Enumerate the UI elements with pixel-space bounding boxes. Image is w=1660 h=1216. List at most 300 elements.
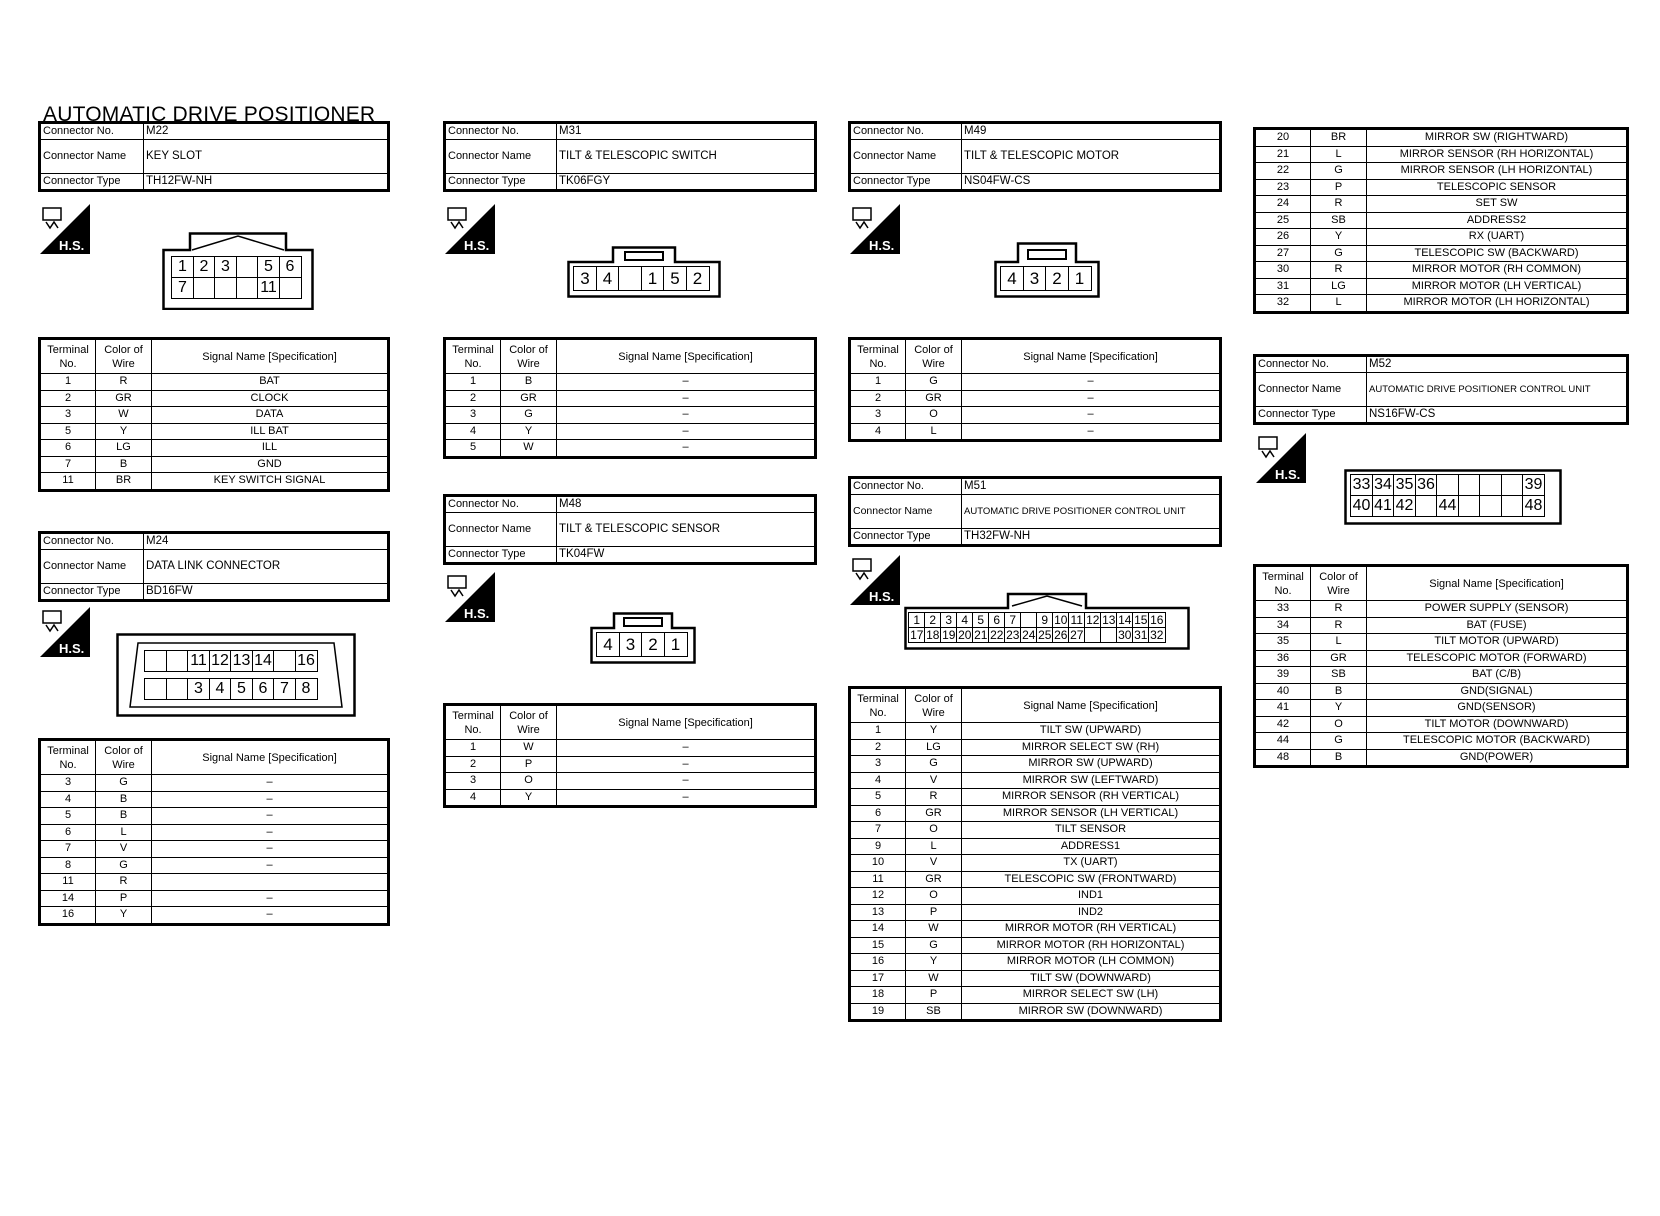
connector-pin: 41 bbox=[1372, 495, 1395, 517]
table-row bbox=[1255, 700, 1628, 717]
cell-color: O bbox=[1311, 716, 1367, 733]
table-row bbox=[40, 907, 389, 925]
table-row bbox=[40, 440, 389, 457]
table-row bbox=[850, 407, 1221, 424]
cell-terminal: 2 bbox=[850, 739, 906, 756]
connector-pin: 14 bbox=[252, 650, 275, 672]
connector-pin bbox=[273, 650, 296, 672]
cell-terminal: 1 bbox=[850, 374, 906, 391]
cell-terminal: 3 bbox=[445, 773, 501, 790]
cell-terminal: 3 bbox=[850, 756, 906, 773]
cell-color: O bbox=[501, 773, 557, 790]
cell-terminal: 19 bbox=[850, 1003, 906, 1021]
cell-signal: – bbox=[152, 775, 389, 792]
cell-signal: MIRROR SENSOR (LH VERTICAL) bbox=[962, 805, 1221, 822]
table-row bbox=[850, 723, 1221, 740]
connector-no: M49 bbox=[962, 123, 1221, 140]
header-signal: Signal Name [Specification] bbox=[962, 339, 1221, 374]
connector-pin bbox=[166, 678, 189, 700]
connector-pin: 3 bbox=[619, 632, 643, 657]
header-terminal: Terminal No. bbox=[445, 339, 501, 374]
cell-color: Y bbox=[906, 723, 962, 740]
cell-color: L bbox=[1311, 146, 1367, 163]
cell-signal: – bbox=[557, 789, 816, 807]
table-row bbox=[1255, 295, 1628, 313]
cell-terminal: 15 bbox=[850, 937, 906, 954]
cell-terminal: 44 bbox=[1255, 733, 1311, 750]
cell-signal bbox=[152, 874, 389, 891]
connector-pin: 13 bbox=[1100, 612, 1118, 628]
m24-terminal-table bbox=[38, 738, 390, 926]
m52-terminal-table bbox=[1253, 564, 1629, 768]
table-row bbox=[1255, 667, 1628, 684]
cell-terminal: 2 bbox=[850, 390, 906, 407]
cell-terminal: 10 bbox=[850, 855, 906, 872]
connector-pin: 4 bbox=[209, 678, 232, 700]
table-row bbox=[850, 838, 1221, 855]
m51-terminal-table bbox=[848, 686, 1222, 1022]
cell-terminal: 4 bbox=[850, 423, 906, 441]
table-row bbox=[850, 888, 1221, 905]
cell-signal: MIRROR MOTOR (LH VERTICAL) bbox=[1367, 278, 1628, 295]
table-row bbox=[40, 423, 389, 440]
cell-color: B bbox=[96, 791, 152, 808]
cell-color: W bbox=[906, 921, 962, 938]
cell-terminal: 12 bbox=[850, 888, 906, 905]
connector-name: TILT & TELESCOPIC SENSOR bbox=[557, 513, 816, 547]
cell-color: SB bbox=[1311, 212, 1367, 229]
table-row bbox=[1255, 716, 1628, 733]
table-row bbox=[1255, 683, 1628, 700]
header-signal: Signal Name [Specification] bbox=[557, 705, 816, 740]
cell-terminal: 6 bbox=[40, 824, 96, 841]
label: Connector No. bbox=[850, 478, 962, 495]
connector-type: BD16FW bbox=[144, 584, 389, 601]
cell-color: B bbox=[96, 808, 152, 825]
cell-signal: TELESCOPIC SW (BACKWARD) bbox=[1367, 245, 1628, 262]
m24-connector-face bbox=[116, 633, 356, 717]
connector-pin: 1 bbox=[1068, 266, 1092, 291]
cell-terminal: 4 bbox=[40, 791, 96, 808]
table-row bbox=[850, 756, 1221, 773]
connector-pin bbox=[144, 650, 167, 672]
table-row bbox=[850, 970, 1221, 987]
cell-color: Y bbox=[501, 789, 557, 807]
cell-signal: MIRROR SENSOR (LH HORIZONTAL) bbox=[1367, 163, 1628, 180]
svg-text:H.S.: H.S. bbox=[464, 238, 490, 253]
table-row bbox=[445, 390, 816, 407]
connector-pin: 1 bbox=[664, 632, 688, 657]
cell-signal: – bbox=[557, 740, 816, 757]
cell-terminal: 48 bbox=[1255, 749, 1311, 767]
connector-pin: 4 bbox=[596, 266, 620, 291]
connector-pin: 32 bbox=[1148, 627, 1166, 643]
connector-no: M31 bbox=[557, 123, 816, 140]
connector-pin bbox=[1458, 474, 1481, 496]
table-row bbox=[1255, 733, 1628, 750]
connector-pin: 42 bbox=[1393, 495, 1416, 517]
table-row bbox=[1255, 245, 1628, 262]
cell-color: P bbox=[1311, 179, 1367, 196]
cell-color: Y bbox=[501, 423, 557, 440]
label: Connector Type bbox=[40, 584, 144, 601]
connector-pin: 4 bbox=[596, 632, 620, 657]
cell-color: GR bbox=[1311, 650, 1367, 667]
hs-icon bbox=[1256, 433, 1306, 483]
connector-pin: 48 bbox=[1522, 495, 1545, 517]
connector-pin: 6 bbox=[279, 256, 302, 278]
cell-color: R bbox=[906, 789, 962, 806]
connector-pin: 40 bbox=[1350, 495, 1373, 517]
cell-terminal: 31 bbox=[1255, 278, 1311, 295]
connector-pin: 7 bbox=[273, 678, 296, 700]
cell-terminal: 4 bbox=[850, 772, 906, 789]
cell-terminal: 1 bbox=[850, 723, 906, 740]
connector-pin: 1 bbox=[908, 612, 926, 628]
header-terminal: Terminal No. bbox=[40, 740, 96, 775]
cell-color: O bbox=[906, 407, 962, 424]
table-row bbox=[445, 773, 816, 790]
cell-signal: RX (UART) bbox=[1367, 229, 1628, 246]
cell-signal: – bbox=[152, 857, 389, 874]
connector-pin: 2 bbox=[193, 256, 216, 278]
connector-name: AUTOMATIC DRIVE POSITIONER CONTROL UNIT bbox=[1367, 373, 1628, 407]
connector-pin: 3 bbox=[940, 612, 958, 628]
cell-signal: – bbox=[557, 374, 816, 391]
table-row bbox=[40, 390, 389, 407]
header-terminal: Terminal No. bbox=[1255, 566, 1311, 601]
cell-signal: TILT SW (DOWNWARD) bbox=[962, 970, 1221, 987]
cell-terminal: 35 bbox=[1255, 634, 1311, 651]
cell-signal: TILT SW (UPWARD) bbox=[962, 723, 1221, 740]
cell-signal: – bbox=[152, 907, 389, 925]
connector-pin bbox=[236, 256, 259, 278]
connector-pin: 12 bbox=[209, 650, 232, 672]
table-row bbox=[40, 874, 389, 891]
cell-terminal: 3 bbox=[40, 775, 96, 792]
m51-info-table bbox=[848, 476, 1222, 547]
connector-pin bbox=[618, 266, 642, 291]
cell-color: R bbox=[96, 374, 152, 391]
cell-color: G bbox=[1311, 245, 1367, 262]
m24-info-table bbox=[38, 531, 390, 602]
connector-pin: 3 bbox=[573, 266, 597, 291]
cell-color: GR bbox=[906, 390, 962, 407]
cell-terminal: 21 bbox=[1255, 146, 1311, 163]
table-row bbox=[40, 890, 389, 907]
table-row bbox=[1255, 278, 1628, 295]
cell-color: G bbox=[906, 756, 962, 773]
svg-text:H.S.: H.S. bbox=[59, 641, 85, 656]
cell-terminal: 11 bbox=[40, 874, 96, 891]
connector-pin: 5 bbox=[230, 678, 253, 700]
cell-terminal: 7 bbox=[40, 841, 96, 858]
connector-pin bbox=[1501, 495, 1524, 517]
cell-color: L bbox=[1311, 295, 1367, 313]
table-row bbox=[40, 775, 389, 792]
cell-signal: MIRROR SW (DOWNWARD) bbox=[962, 1003, 1221, 1021]
cell-terminal: 39 bbox=[1255, 667, 1311, 684]
svg-text:H.S.: H.S. bbox=[464, 606, 490, 621]
connector-pin: 31 bbox=[1132, 627, 1150, 643]
cell-terminal: 13 bbox=[850, 904, 906, 921]
cell-color: B bbox=[501, 374, 557, 391]
cell-signal: – bbox=[152, 791, 389, 808]
header-color: Color of Wire bbox=[906, 339, 962, 374]
label: Connector No. bbox=[40, 123, 144, 140]
cell-signal: – bbox=[152, 890, 389, 907]
cell-color: L bbox=[96, 824, 152, 841]
hs-icon bbox=[850, 555, 900, 605]
table-row bbox=[850, 855, 1221, 872]
cell-signal: BAT (FUSE) bbox=[1367, 617, 1628, 634]
cell-color: G bbox=[1311, 163, 1367, 180]
cell-color: LG bbox=[96, 440, 152, 457]
cell-terminal: 33 bbox=[1255, 601, 1311, 618]
cell-terminal: 27 bbox=[1255, 245, 1311, 262]
connector-pin: 1 bbox=[171, 256, 194, 278]
cell-color: W bbox=[906, 970, 962, 987]
cell-color: W bbox=[501, 440, 557, 458]
cell-color: LG bbox=[906, 739, 962, 756]
m48-info-table bbox=[443, 494, 817, 565]
cell-terminal: 11 bbox=[40, 473, 96, 491]
cell-signal: ILL bbox=[152, 440, 389, 457]
cell-signal: CLOCK bbox=[152, 390, 389, 407]
table-row bbox=[40, 808, 389, 825]
cell-signal: MIRROR SENSOR (RH VERTICAL) bbox=[962, 789, 1221, 806]
header-color: Color of Wire bbox=[501, 705, 557, 740]
cell-color: V bbox=[906, 855, 962, 872]
connector-pin: 3 bbox=[187, 678, 210, 700]
cell-signal: BAT bbox=[152, 374, 389, 391]
cell-color: GR bbox=[906, 871, 962, 888]
m48-connector-face bbox=[590, 612, 696, 664]
cell-terminal: 30 bbox=[1255, 262, 1311, 279]
label: Connector No. bbox=[850, 123, 962, 140]
cell-signal: POWER SUPPLY (SENSOR) bbox=[1367, 601, 1628, 618]
connector-pin: 12 bbox=[1084, 612, 1102, 628]
cell-terminal: 18 bbox=[850, 987, 906, 1004]
table-row bbox=[445, 407, 816, 424]
cell-signal: ILL BAT bbox=[152, 423, 389, 440]
connector-type: TK06FGY bbox=[557, 174, 816, 191]
connector-no: M22 bbox=[144, 123, 389, 140]
table-row bbox=[445, 374, 816, 391]
table-row bbox=[40, 791, 389, 808]
cell-color: Y bbox=[96, 423, 152, 440]
cell-signal: – bbox=[962, 390, 1221, 407]
connector-pin: 8 bbox=[295, 678, 318, 700]
connector-pin bbox=[1084, 627, 1102, 643]
table-row bbox=[850, 987, 1221, 1004]
table-row bbox=[1255, 634, 1628, 651]
cell-signal: – bbox=[557, 407, 816, 424]
header-color: Color of Wire bbox=[501, 339, 557, 374]
cell-terminal: 9 bbox=[850, 838, 906, 855]
table-row bbox=[40, 824, 389, 841]
connector-pin: 15 bbox=[1132, 612, 1150, 628]
cell-terminal: 16 bbox=[850, 954, 906, 971]
cell-signal: MIRROR SW (LEFTWARD) bbox=[962, 772, 1221, 789]
connector-pin: 33 bbox=[1350, 474, 1373, 496]
cell-signal: MIRROR MOTOR (RH HORIZONTAL) bbox=[962, 937, 1221, 954]
table-row bbox=[445, 756, 816, 773]
connector-type: TH12FW-NH bbox=[144, 174, 389, 191]
label: Connector Type bbox=[850, 529, 962, 546]
cell-signal: IND2 bbox=[962, 904, 1221, 921]
connector-pin: 7 bbox=[1004, 612, 1022, 628]
connector-pin: 24 bbox=[1020, 627, 1038, 643]
m52-connector-face bbox=[1344, 469, 1562, 525]
label: Connector Name bbox=[850, 495, 962, 529]
hs-icon bbox=[445, 204, 495, 254]
table-row bbox=[40, 407, 389, 424]
connector-pin: 4 bbox=[956, 612, 974, 628]
cell-color: G bbox=[906, 374, 962, 391]
cell-signal: MIRROR SENSOR (RH HORIZONTAL) bbox=[1367, 146, 1628, 163]
cell-terminal: 7 bbox=[850, 822, 906, 839]
cell-signal: GND(SENSOR) bbox=[1367, 700, 1628, 717]
m22-info-table bbox=[38, 121, 390, 192]
cell-color: SB bbox=[906, 1003, 962, 1021]
connector-pin: 6 bbox=[252, 678, 275, 700]
table-row bbox=[1255, 179, 1628, 196]
cell-color: GR bbox=[501, 390, 557, 407]
cell-color: SB bbox=[1311, 667, 1367, 684]
cell-terminal: 1 bbox=[40, 374, 96, 391]
header-color: Color of Wire bbox=[96, 339, 152, 374]
connector-type: NS16FW-CS bbox=[1367, 407, 1628, 424]
connector-pin: 11 bbox=[1068, 612, 1086, 628]
connector-pin: 3 bbox=[1023, 266, 1047, 291]
header-terminal: Terminal No. bbox=[445, 705, 501, 740]
table-row bbox=[40, 841, 389, 858]
cell-terminal: 3 bbox=[445, 407, 501, 424]
header-color: Color of Wire bbox=[96, 740, 152, 775]
cell-color: R bbox=[1311, 617, 1367, 634]
svg-text:H.S.: H.S. bbox=[1275, 467, 1301, 482]
label: Connector No. bbox=[445, 123, 557, 140]
cell-signal: TELESCOPIC SENSOR bbox=[1367, 179, 1628, 196]
label: Connector Type bbox=[1255, 407, 1367, 424]
connector-name: AUTOMATIC DRIVE POSITIONER CONTROL UNIT bbox=[962, 495, 1221, 529]
cell-signal: – bbox=[152, 824, 389, 841]
label: Connector Name bbox=[445, 140, 557, 174]
cell-color: P bbox=[906, 987, 962, 1004]
cell-signal: GND(SIGNAL) bbox=[1367, 683, 1628, 700]
connector-pin: 7 bbox=[171, 277, 194, 299]
cell-color: GR bbox=[906, 805, 962, 822]
cell-signal: MIRROR MOTOR (LH COMMON) bbox=[962, 954, 1221, 971]
connector-pin bbox=[144, 678, 167, 700]
connector-pin bbox=[1436, 474, 1459, 496]
hs-icon bbox=[445, 572, 495, 622]
cell-terminal: 5 bbox=[850, 789, 906, 806]
cell-terminal: 25 bbox=[1255, 212, 1311, 229]
connector-pin bbox=[193, 277, 216, 299]
m22-connector-face bbox=[162, 232, 314, 310]
table-row bbox=[40, 456, 389, 473]
connector-name: DATA LINK CONNECTOR bbox=[144, 550, 389, 584]
connector-pin: 30 bbox=[1116, 627, 1134, 643]
cell-terminal: 6 bbox=[850, 805, 906, 822]
header-signal: Signal Name [Specification] bbox=[557, 339, 816, 374]
table-row bbox=[850, 904, 1221, 921]
m48-terminal-table bbox=[443, 703, 817, 808]
m49-info-table bbox=[848, 121, 1222, 192]
table-row bbox=[445, 423, 816, 440]
connector-pin: 23 bbox=[1004, 627, 1022, 643]
cell-color: V bbox=[906, 772, 962, 789]
hs-icon bbox=[40, 607, 90, 657]
m22-terminal-table bbox=[38, 337, 390, 492]
table-row bbox=[445, 740, 816, 757]
table-row bbox=[850, 805, 1221, 822]
cell-color: L bbox=[1311, 634, 1367, 651]
table-row bbox=[850, 772, 1221, 789]
cell-signal: TELESCOPIC MOTOR (FORWARD) bbox=[1367, 650, 1628, 667]
cell-signal: – bbox=[557, 756, 816, 773]
header-signal: Signal Name [Specification] bbox=[152, 339, 389, 374]
cell-signal: ADDRESS2 bbox=[1367, 212, 1628, 229]
connector-type: TK04FW bbox=[557, 547, 816, 564]
connector-pin: 2 bbox=[641, 632, 665, 657]
cell-signal: – bbox=[557, 423, 816, 440]
cell-signal: SET SW bbox=[1367, 196, 1628, 213]
connector-pin: 1 bbox=[641, 266, 665, 291]
cell-color: G bbox=[96, 775, 152, 792]
cell-color: R bbox=[1311, 196, 1367, 213]
cell-signal: MIRROR MOTOR (RH VERTICAL) bbox=[962, 921, 1221, 938]
cell-terminal: 42 bbox=[1255, 716, 1311, 733]
m31-connector-face bbox=[567, 246, 721, 298]
table-row bbox=[850, 374, 1221, 391]
cell-terminal: 3 bbox=[850, 407, 906, 424]
cell-color: G bbox=[1311, 733, 1367, 750]
page-title: AUTOMATIC DRIVE POSITIONER bbox=[43, 103, 376, 126]
cell-signal: – bbox=[152, 841, 389, 858]
cell-signal: TILT SENSOR bbox=[962, 822, 1221, 839]
cell-terminal: 2 bbox=[40, 390, 96, 407]
label: Connector Name bbox=[40, 140, 144, 174]
cell-color: BR bbox=[96, 473, 152, 491]
table-row bbox=[850, 1003, 1221, 1021]
cell-signal: – bbox=[962, 407, 1221, 424]
cell-signal: – bbox=[557, 390, 816, 407]
connector-pin bbox=[166, 650, 189, 672]
cell-terminal: 14 bbox=[850, 921, 906, 938]
cell-color: O bbox=[906, 888, 962, 905]
connector-type: NS04FW-CS bbox=[962, 174, 1221, 191]
table-row bbox=[1255, 749, 1628, 767]
table-row bbox=[850, 921, 1221, 938]
hs-icon bbox=[40, 204, 90, 254]
cell-signal: – bbox=[557, 773, 816, 790]
connector-pin bbox=[1479, 495, 1502, 517]
m51-terminal-table-continued bbox=[1253, 127, 1629, 314]
table-row bbox=[445, 789, 816, 807]
connector-pin: 5 bbox=[257, 256, 280, 278]
cell-terminal: 14 bbox=[40, 890, 96, 907]
cell-color: P bbox=[501, 756, 557, 773]
cell-terminal: 20 bbox=[1255, 129, 1311, 147]
cell-terminal: 22 bbox=[1255, 163, 1311, 180]
connector-name: TILT & TELESCOPIC MOTOR bbox=[962, 140, 1221, 174]
table-row bbox=[1255, 146, 1628, 163]
label: Connector Name bbox=[1255, 373, 1367, 407]
cell-signal: MIRROR MOTOR (LH HORIZONTAL) bbox=[1367, 295, 1628, 313]
